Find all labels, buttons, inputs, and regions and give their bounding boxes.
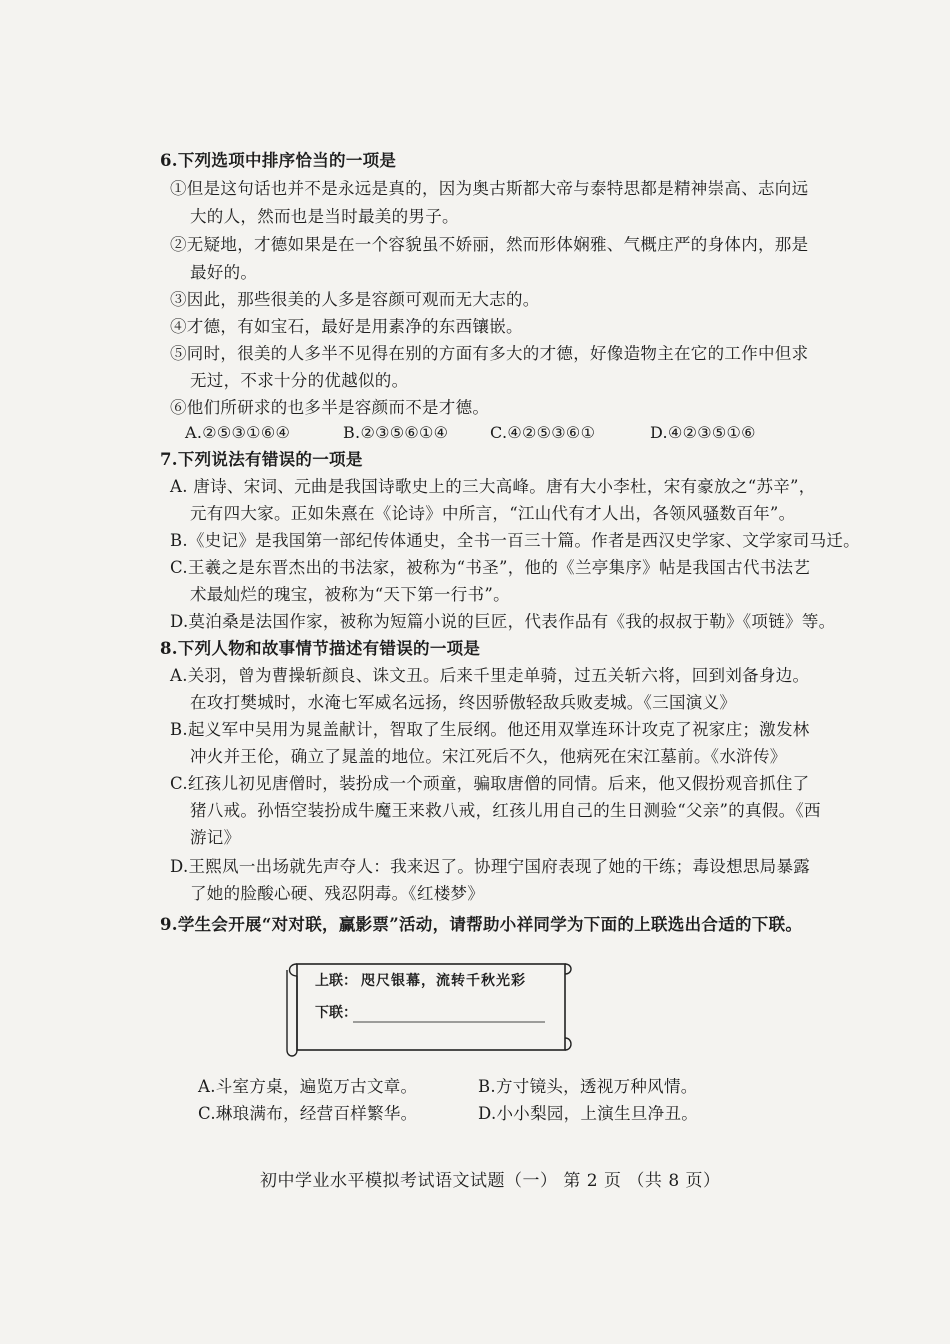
q6-sentence-4: ④才德，有如宝石，最好是用素净的东西镶嵌。 <box>170 317 523 336</box>
q6-sentence-6: ⑥他们所研求的也多半是容颜而不是才德。 <box>170 398 490 417</box>
q9-option-b: B.方寸镜头，透视万种风情。 <box>478 1077 698 1096</box>
q8-option-b-line1: B.起义军中吴用为晁盖献计，智取了生辰纲。他还用双掌连环计攻克了祝家庄；激发林 <box>170 720 810 739</box>
q6-sentence-1b: 大的人，然而也是当时最美的男子。 <box>190 207 459 226</box>
q7-option-a-line1: A. 唐诗、宋词、元曲是我国诗歌史上的三大高峰。唐有大小李杜，宋有豪放之“苏辛”， <box>170 477 816 496</box>
q8-option-c-line2: 猪八戒。孙悟空装扮成牛魔王来救八戒，红孩儿用自己的生日测验“父亲”的真假。《西 <box>190 801 821 820</box>
upper-couplet-label: 上联： <box>315 973 357 989</box>
q6-sentence-5b: 无过，不求十分的优越似的。 <box>190 371 409 390</box>
page-footer: 初中学业水平模拟考试语文试题（一） 第 2 页 （共 8 页） <box>260 1171 721 1191</box>
q8-option-c-line3: 游记》 <box>190 828 241 847</box>
q9-option-d: D.小小梨园，上演生旦净丑。 <box>478 1104 699 1123</box>
q6-sentence-2a: ②无疑地，才德如果是在一个容貌虽不娇丽，然而形体娴雅、气概庄严的身体内，那是 <box>170 235 809 254</box>
q9-option-c: C.琳琅满布，经营百样繁华。 <box>198 1104 418 1123</box>
q8-option-a-line1: A.关羽，曾为曹操斩颜良、诛文丑。后来千里走单骑，过五关斩六将，回到刘备身边。 <box>170 666 810 685</box>
q8-option-d-line2: 了她的脸酸心硬、残忍阴毒。《红楼梦》 <box>190 884 485 903</box>
q9-stem: 9.学生会开展“对对联，赢影票”活动，请帮助小祥同学为下面的上联选出合适的下联。 <box>160 915 803 934</box>
upper-couplet-text: 咫尺银幕，流转千秋光彩 <box>361 973 526 989</box>
q9-option-a: A.斗室方桌，遍览万古文章。 <box>198 1077 418 1096</box>
q7-option-c-line2: 术最灿烂的瑰宝，被称为“天下第一行书”。 <box>190 585 510 604</box>
couplet-scroll <box>283 958 573 1058</box>
q6-sentence-5a: ⑤同时，很美的人多半不见得在别的方面有多大的才德，好像造物主在它的工作中但求 <box>170 344 809 363</box>
q7-option-a-line2: 元有四大家。正如朱熹在《论诗》中所言，“江山代有才人出，各领风骚数百年”。 <box>190 504 796 523</box>
q8-option-b-line2: 冲火并王伦，确立了晁盖的地位。宋江死后不久，他病死在宋江墓前。《水浒传》 <box>190 747 787 766</box>
q6-sentence-1a: ①但是这句话也并不是永远是真的，因为奥古斯都大帝与泰特思都是精神崇高、志向远 <box>170 179 809 198</box>
q7-option-c-line1: C.王羲之是东晋杰出的书法家，被称为“书圣”，他的《兰亭集序》帖是我国古代书法艺 <box>170 558 811 577</box>
q8-option-c-line1: C.红孩儿初见唐僧时，装扮成一个顽童，骗取唐僧的同情。后来，他又假扮观音抓住了 <box>170 774 810 793</box>
q7-option-b: B.《史记》是我国第一部纪传体通史，全书一百三十篇。作者是西汉史学家、文学家司马迁。 <box>170 531 860 550</box>
lower-couplet-label: 下联： <box>315 1005 357 1021</box>
q6-sentence-2b: 最好的。 <box>190 263 258 282</box>
q6-option-a: A.②⑤③①⑥④ <box>185 423 291 442</box>
q6-option-c: C.④②⑤③⑥① <box>490 423 596 442</box>
q6-sentence-3: ③因此，那些很美的人多是容颜可观而无大志的。 <box>170 290 540 309</box>
q6-stem: 6.下列选项中排序恰当的一项是 <box>160 151 397 170</box>
q7-stem: 7.下列说法有错误的一项是 <box>160 450 363 469</box>
q8-stem: 8.下列人物和故事情节描述有错误的一项是 <box>160 639 481 658</box>
q8-option-d-line1: D.王熙凤一出场就先声夺人：我来迟了。协理宁国府表现了她的干练；毒设想思局暴露 <box>170 857 811 876</box>
q8-option-a-line2: 在攻打樊城时，水淹七军威名远扬，终因骄傲轻敌兵败麦城。《三国演义》 <box>190 693 737 712</box>
q6-option-d: D.④②③⑤①⑥ <box>650 423 756 442</box>
q6-option-b: B.②③⑤⑥①④ <box>343 423 449 442</box>
q7-option-d: D.莫泊桑是法国作家，被称为短篇小说的巨匠，代表作品有《我的叔叔于勒》《项链》等。 <box>170 612 836 631</box>
